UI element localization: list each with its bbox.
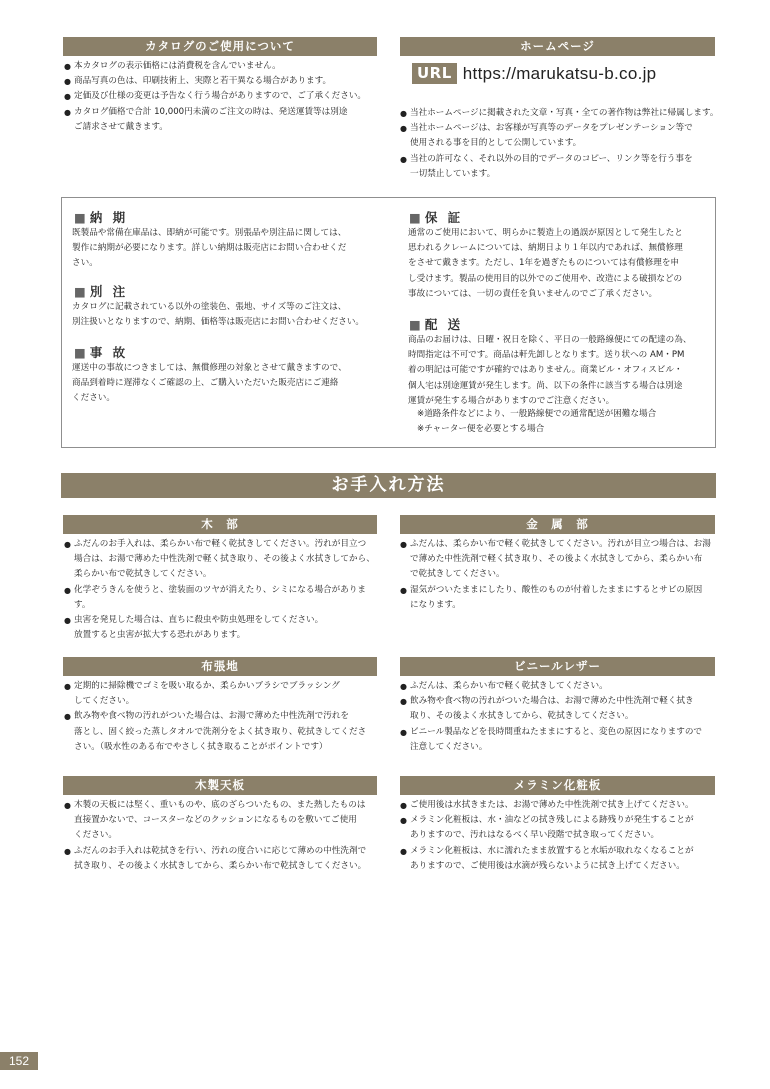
care-metal-header: 金 属 部 [400, 515, 715, 534]
terms-box [61, 197, 716, 448]
custom-order-text [72, 300, 364, 330]
list-item [64, 844, 384, 874]
list-item-line: ● 飲み物や食べ物の汚れがついた場合は、お湯で薄めた中性洗剤で汚れを [74, 711, 350, 722]
accident-text [72, 361, 347, 407]
homepage-list [400, 106, 720, 182]
text-line: 思われるクレームについては、納期日より１年以内であれば、無償修理 [408, 243, 683, 254]
homepage-header: ホームページ [400, 37, 715, 56]
text-line: をさせて戴きます。ただし、1年を過ぎたものについては有償修理を申 [408, 258, 680, 269]
list-item [64, 583, 384, 613]
list-item-line: ありますので、汚れはなるべく早い段階で拭き取ってください。 [410, 830, 660, 841]
list-item [64, 105, 384, 135]
list-item-line: ● ふだんは、柔らかい布で軽く乾拭きしてください。 [410, 681, 608, 691]
text-line: 運賃が発生する場合がありますのでご注意ください。 [408, 395, 615, 406]
care-metal-list [400, 537, 720, 613]
list-item-line: 使用される事を目的として公開しています。 [410, 138, 582, 149]
url-row [412, 63, 656, 84]
list-item-line: してください。 [74, 696, 135, 707]
list-item-line: 一切禁止しています。 [410, 168, 496, 179]
delivery-time-title: ■ 納 期 [74, 210, 129, 225]
list-item-line: ● 定価及び仕様の変更は予告なく行う場合がありますので、ご了承ください。 [74, 91, 367, 102]
list-item [64, 59, 384, 74]
custom-order-title: ■ 別 注 [74, 284, 129, 299]
care-melamine-header: メラミン化粧板 [400, 776, 715, 795]
list-item-line: 場合は、お湯で薄めた中性洗剤で軽く拭き取り、その後よく水拭きしてから、 [74, 554, 375, 565]
list-item [400, 121, 720, 151]
text-line: し受けます。製品の使用目的以外でのご使用や、改造による破損などの [408, 273, 683, 284]
list-item-line: 注意してください。 [410, 741, 488, 752]
list-item-line: ● ご使用後は水拭きまたは、お湯で薄めた中性洗剤で拭き上げてください。 [410, 800, 694, 810]
list-item-line: ● 虫害を発見した場合は、直ちに殺虫や防虫処理をしてください。 [74, 615, 324, 626]
list-item-line: 取り、その後よく水拭きしてから、乾拭きしてください。 [410, 711, 634, 722]
list-item-line: ● 木製の天板には堅く、重いものや、底のざらついたもの、また熱したものは [74, 800, 366, 810]
list-item-line: ● ふだんのお手入れは、柔らかい布で軽く乾拭きしてください。汚れが目立つ [74, 539, 367, 549]
text-line: 通常のご使用において、明らかに製造上の過誤が原因として発生したと [408, 228, 683, 238]
care-vinyl-header: ビニールレザー [400, 657, 715, 676]
list-item [64, 89, 384, 104]
list-item-line: ● 定期的に掃除機でゴミを吸い取るか、柔らかいブラシでブラッシング [74, 681, 340, 691]
list-item-line: 拭き取り、その後よく水拭きしてから、柔らかい布で乾拭きしてください。 [74, 860, 367, 871]
list-item-line: ● 当社ホームページに掲載された文章・写真・全ての著作物は弊社に帰属します。 [410, 108, 719, 118]
care-wood-list [64, 537, 384, 643]
warranty-title: ■ 保 証 [409, 210, 464, 225]
list-item-line: ● 化学ぞうきんを使うと、塗装面のツヤが消えたり、シミになる場合がありま [74, 584, 367, 595]
homepage-url-link[interactable]: https://marukatsu-b.co.jp [462, 63, 657, 83]
shipping-notes [417, 407, 656, 437]
list-item-line: 柔らかい布で乾拭きしてください。 [74, 569, 212, 580]
list-item-line: になります。 [410, 599, 461, 610]
list-item [64, 798, 384, 844]
text-line: 運送中の事故につきましては、無償修理の対象とさせて戴きますので、 [72, 363, 347, 373]
list-item [64, 613, 384, 643]
text-line: 着の明記は可能ですが確約ではありません。商業ビル・オフィスビル・ [408, 365, 683, 376]
list-item-line: 落とし、固く絞った蒸しタオルで洗剤分をよく拭き取り、乾拭きしてくださ [74, 726, 367, 737]
list-item-line: ● 当社ホームページは、お客様が写真等のデータをプレゼンテーション等で [410, 123, 693, 134]
list-item-line: ● メラミン化粧板は、水に濡れたまま放置すると水垢が取れなくなることが [410, 845, 694, 856]
url-label: URL [412, 63, 457, 84]
text-line: カタログに記載されている以外の塗装色、張地、サイズ等のご注文は、 [72, 302, 347, 312]
text-line: 事故については、一切の責任を負いませんのでご了承ください。 [408, 288, 658, 299]
text-line: ※道路条件などにより、一般路線便での通常配送が困難な場合 [417, 409, 657, 419]
care-wood-header: 木 部 [63, 515, 377, 534]
list-item-line: 放置すると虫害が拡大する恐れがあります。 [74, 630, 246, 641]
list-item [400, 844, 720, 874]
list-item-line: ● ビニール製品などを長時間重ねたままにすると、変色の原因になりますので [410, 726, 703, 737]
catalog-usage-header: カタログのご使用について [63, 37, 377, 56]
text-line: 別注扱いとなりますので、納期、価格等は販売店にお問い合わせください。 [72, 317, 365, 328]
list-item [400, 813, 720, 843]
care-fabric-list [64, 679, 384, 755]
text-line: 個人宅は別途運賃が発生します。尚、以下の条件に該当する場合は別途 [408, 380, 683, 391]
list-item [400, 583, 720, 613]
list-item [400, 537, 720, 583]
care-melamine-list [400, 798, 720, 874]
list-item-line: す。 [74, 599, 91, 610]
list-item [64, 537, 384, 583]
care-wood-top-list [64, 798, 384, 874]
shipping-text [408, 333, 691, 409]
list-item-line: ● 飲み物や食べ物の汚れがついた場合は、お湯で薄めた中性洗剤で軽く拭き [410, 696, 694, 707]
list-item [64, 709, 384, 755]
list-item [400, 725, 720, 755]
list-item-line: ● 商品写真の色は、印刷技術上、実際と若干異なる場合があります。 [74, 76, 332, 87]
warranty-text [408, 226, 683, 302]
text-line: 製作に納期が必要になります。詳しい納期は販売店にお問い合わせくだ [72, 243, 347, 254]
list-item-line: ください。 [74, 830, 117, 841]
list-item [400, 679, 720, 694]
accident-title: ■ 事 故 [74, 345, 129, 360]
text-line: 商品到着時に遅滞なくご確認の上、ご購入いただいた販売店にご連絡 [72, 378, 339, 389]
text-line: 時間指定は不可です。商品は軒先卸しとなります。送り状への AM・PM [408, 350, 685, 361]
list-item-line: ● 当社の許可なく、それ以外の目的でデータのコピー、リンク等を行う事を [410, 153, 693, 164]
list-item [64, 679, 384, 709]
list-item-line: ご請求させて戴きます。 [74, 121, 168, 132]
care-header: お手入れ方法 [61, 473, 716, 498]
care-fabric-header: 布張地 [63, 657, 377, 676]
list-item-line: ● ふだんのお手入れは乾拭きを行い、汚れの度合いに応じて薄めの中性洗剤で [74, 845, 367, 856]
list-item-line: ● メラミン化粧板は、水・油などの拭き残しによる跡残りが発生することが [410, 815, 694, 826]
list-item [400, 106, 720, 121]
text-line: ※チャーター便を必要とする場合 [417, 424, 545, 435]
list-item-line: で薄めた中性洗剤で軽く拭き取り、その後よく水拭きしてから、柔らかい布 [410, 554, 703, 565]
list-item [400, 152, 720, 182]
list-item-line: ● カタログ価格で合計 10,000円未満のご注文の時は、発送運賃等は別途 [74, 106, 348, 117]
shipping-title: ■ 配 送 [409, 317, 464, 332]
care-vinyl-list [400, 679, 720, 755]
list-item-line: ● 本カタログの表示価格には消費税を含んでいません。 [74, 61, 281, 71]
text-line: 既製品や常備在庫品は、即納が可能です。別張品や別注品に関しては、 [72, 228, 347, 238]
list-item [400, 694, 720, 724]
catalog-usage-list [64, 59, 384, 135]
text-line: さい。 [72, 258, 98, 269]
list-item-line: ● ふだんは、柔らかい布で軽く乾拭きしてください。汚れが目立つ場合は、お湯 [410, 539, 711, 549]
list-item-line: ありますので、ご使用後は水滴が残らないように拭き上げてください。 [410, 860, 685, 871]
list-item [64, 74, 384, 89]
list-item-line: ● 湿気がついたままにしたり、酸性のものが付着したままにするとサビの原因 [410, 584, 703, 595]
delivery-time-text [72, 226, 346, 272]
care-wood-top-header: 木製天板 [63, 776, 377, 795]
text-line: 商品のお届けは、日曜・祝日を除く、平日の一般路線便にての配達の為、 [408, 335, 692, 345]
list-item-line: で乾拭きしてください。 [410, 569, 505, 580]
list-item-line: さい。（吸水性のある布でやさしく拭き取ることがポイントです） [74, 741, 328, 752]
list-item [400, 798, 720, 813]
page-number: 152 [0, 1052, 38, 1070]
text-line: ください。 [72, 393, 115, 404]
list-item-line: 直接置かないで、コースターなどのクッションになるものを敷いてご使用 [74, 815, 357, 826]
